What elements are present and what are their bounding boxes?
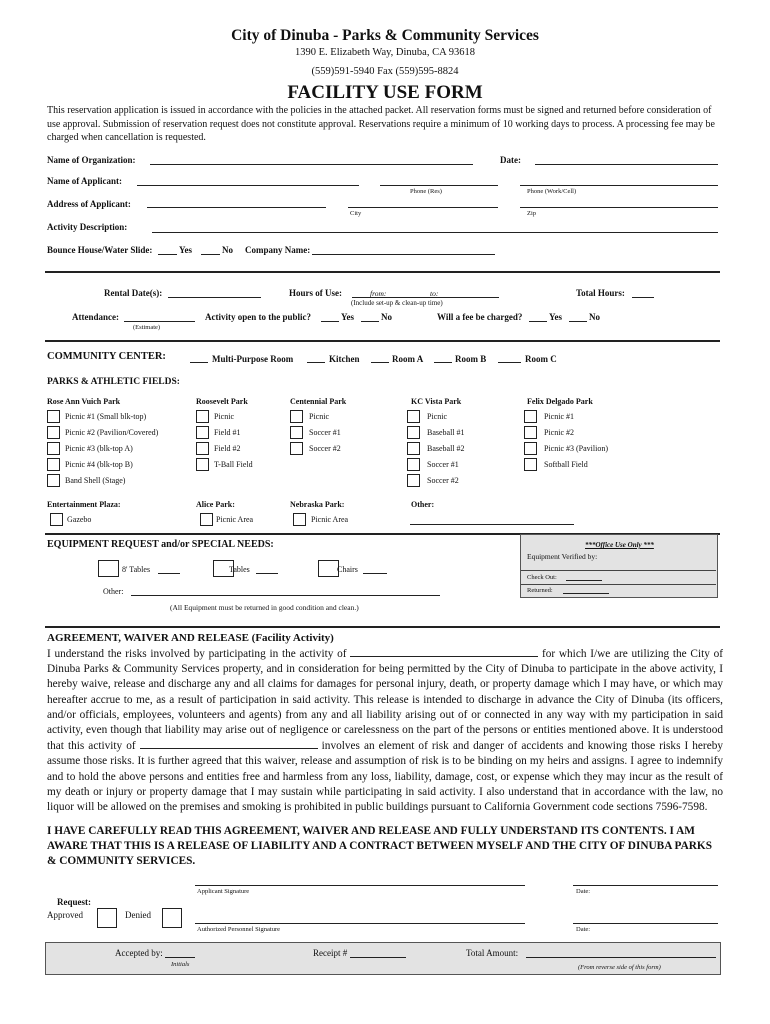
- receipt-label: Receipt #: [313, 948, 348, 958]
- checkbox[interactable]: [407, 426, 420, 439]
- park-item: Picnic #4 (blk-top B): [65, 460, 133, 469]
- community-option-multipurpose: Multi-Purpose Room: [212, 354, 294, 364]
- checkbox[interactable]: [290, 410, 303, 423]
- community-option-kitchen: Kitchen: [329, 354, 360, 364]
- equipment-note: (All Equipment must be returned in good condition and clean.): [170, 603, 359, 612]
- denied-label: Denied: [125, 910, 151, 920]
- attendance-field[interactable]: [124, 321, 195, 322]
- agreement-text: involves an element of risk and danger of accidents and knowing those risks I hereby assume those risks. It is further agreed that this waiver, release and assumption of risk is to be binding on my heirs and assigns. I agree to indemnify and to hold the above persons and entities free and harmless from any loss, liability, damage, cost, or expense which they may incur as the result of my death or injury or property damage that I may sustain while participating in said activity. I also understand that in accordance with the law, no liquor will be allowed on the premises and smoking is prohibited in public buildings pursuant to California Government code sections 7596-7598.: [47, 740, 724, 814]
- park-item: Picnic #3 (blk-top A): [65, 444, 133, 453]
- park-item: Soccer #1: [309, 428, 341, 437]
- intro-paragraph: This reservation application is issued in accordance with the policies in the attached packet. All reservation forms must be signed and returned before consideration of use approval. Submission of reservation request does not constitute approval. Reservations require a minimum of 10 working days to process. A processing fee may be charged when cancellation is requested.: [47, 105, 715, 143]
- tables8-field[interactable]: [158, 573, 180, 574]
- date-field[interactable]: [535, 164, 718, 165]
- community-option-room-b: Room B: [455, 354, 487, 364]
- applicant-date-field[interactable]: [573, 885, 718, 886]
- office-use-title: ***Office Use Only ***: [585, 541, 654, 549]
- divider: [45, 626, 720, 628]
- zip-field[interactable]: [520, 207, 718, 208]
- checkbox[interactable]: [196, 442, 209, 455]
- chairs-box[interactable]: [318, 560, 339, 577]
- tables-field[interactable]: [256, 573, 278, 574]
- checkbox[interactable]: [200, 513, 213, 526]
- park-name-felix-delgado: Felix Delgado Park: [527, 397, 593, 406]
- applicant-signature-field[interactable]: [195, 885, 525, 886]
- receipt-field[interactable]: [350, 957, 406, 958]
- park-item: Baseball #1: [427, 428, 465, 437]
- public-no-label: No: [381, 312, 392, 322]
- equipment-other-field[interactable]: [131, 595, 440, 596]
- attendance-estimate: (Estimate): [133, 324, 161, 331]
- company-field[interactable]: [312, 254, 495, 255]
- zip-caption: Zip: [527, 210, 537, 217]
- chairs-label: Chairs: [337, 565, 358, 574]
- agreement-body: [47, 646, 723, 815]
- office-divider: [521, 584, 716, 585]
- park-item: Picnic: [214, 412, 234, 421]
- community-option-blank[interactable]: [371, 362, 389, 363]
- request-label: Request:: [57, 897, 91, 907]
- bounce-no-blank[interactable]: [201, 254, 220, 255]
- total-amount-label: Total Amount:: [466, 948, 519, 958]
- date-label: Date:: [500, 155, 521, 165]
- parks-label: PARKS & ATHLETIC FIELDS:: [47, 377, 180, 387]
- checkbox[interactable]: [196, 458, 209, 471]
- checkbox[interactable]: [293, 513, 306, 526]
- community-option-room-c: Room C: [525, 354, 557, 364]
- fee-no-blank[interactable]: [569, 321, 587, 322]
- fee-yes-blank[interactable]: [529, 321, 547, 322]
- initials-caption: Initials: [171, 961, 190, 968]
- agreement-text: I understand the risks involved by participating in the activity of: [47, 648, 347, 660]
- checkbox[interactable]: [407, 442, 420, 455]
- park-item: Field #2: [214, 444, 241, 453]
- park-name-alice: Alice Park:: [196, 500, 235, 509]
- community-option-blank[interactable]: [190, 362, 208, 363]
- park-name-kc-vista: KC Vista Park: [411, 397, 462, 406]
- community-option-blank[interactable]: [307, 362, 325, 363]
- park-item: Picnic #2 (Pavilion/Covered): [65, 428, 159, 437]
- tables-label: Tables: [229, 565, 250, 574]
- checkbox[interactable]: [407, 458, 420, 471]
- agreement-text: for which I/we are utilizing the City of Dinuba Parks & Community Services property, and in consideration for being permitted by the City of Dinuba to participate in the above activity, I hereby waive, release and discharge any and all claims for damages for personal injury, death, or property damage which I may have, or which may hereafter accrue to me, as a result of participation in said activity. This release is intended to discharge in advance the City of Dinuba (its officers, and/or officials, employees, volunteers and agents) from any and all liability arising out of or connected in any way with my participation in said activity, even though that liability may arise out of negligence or carelessness on the part of the persons or entities mentioned above. It is understood that this activity of: [47, 648, 724, 753]
- applicant-label: Name of Applicant:: [47, 176, 122, 186]
- authorized-signature-caption: Authorized Personnel Signature: [197, 926, 281, 933]
- park-item: Band Shell (Stage): [65, 476, 126, 485]
- park-item: Picnic #2: [544, 428, 574, 437]
- bounce-label: Bounce House/Water Slide:: [47, 245, 153, 255]
- applicant-date-caption: Date:: [576, 888, 591, 895]
- organization-title: City of Dinuba - Parks & Community Services: [231, 27, 539, 44]
- accepted-field[interactable]: [165, 957, 195, 958]
- park-item: Picnic #3 (Pavilion): [544, 444, 608, 453]
- address-label: Address of Applicant:: [47, 199, 131, 209]
- divider: [45, 271, 720, 273]
- equipment-other-label: Other:: [103, 587, 124, 596]
- form-title: FACILITY USE FORM: [287, 82, 483, 103]
- park-item: Soccer #2: [427, 476, 459, 485]
- checkbox[interactable]: [407, 474, 420, 487]
- park-name-entertainment: Entertainment Plaza:: [47, 500, 121, 509]
- checkbox[interactable]: [47, 442, 60, 455]
- tables8-label: 8' Tables: [122, 565, 151, 574]
- activity-label: Activity Description:: [47, 222, 128, 232]
- checkbox[interactable]: [290, 426, 303, 439]
- fee-yes-label: Yes: [549, 312, 562, 322]
- community-option-blank[interactable]: [498, 362, 521, 363]
- city-caption: City: [350, 210, 362, 217]
- address-field[interactable]: [147, 207, 326, 208]
- fee-no-label: No: [589, 312, 600, 322]
- applicant-name-field[interactable]: [137, 185, 359, 186]
- office-verified: Equipment Verified by:: [527, 552, 598, 561]
- authorized-signature-field[interactable]: [195, 923, 525, 924]
- divider: [45, 340, 720, 342]
- rental-dates-label: Rental Date(s):: [104, 288, 163, 298]
- tables8-box[interactable]: [98, 560, 119, 577]
- activity-field[interactable]: [152, 232, 718, 233]
- park-item: Baseball #2: [427, 444, 465, 453]
- public-yes-label: Yes: [341, 312, 354, 322]
- other-park-label: Other:: [411, 500, 435, 509]
- park-item: Picnic Area: [311, 515, 349, 524]
- office-checkout-field[interactable]: [566, 580, 602, 581]
- public-label: Activity open to the public?: [205, 312, 312, 322]
- public-yes-blank[interactable]: [321, 321, 339, 322]
- organization-field[interactable]: [150, 164, 473, 165]
- checkbox[interactable]: [290, 442, 303, 455]
- park-name-roosevelt: Roosevelt Park: [196, 397, 248, 406]
- checkbox[interactable]: [47, 458, 60, 471]
- hours-label: Hours of Use:: [289, 288, 342, 298]
- organization-address: 1390 E. Elizabeth Way, Dinuba, CA 93618: [295, 47, 475, 58]
- park-item: Picnic #1: [544, 412, 574, 421]
- park-item: Softball Field: [544, 460, 588, 469]
- community-option-room-a: Room A: [392, 354, 424, 364]
- checkbox[interactable]: [524, 458, 537, 471]
- authorized-date-field[interactable]: [573, 923, 718, 924]
- checkbox[interactable]: [524, 410, 537, 423]
- city-field[interactable]: [348, 207, 498, 208]
- checkbox[interactable]: [50, 513, 63, 526]
- attendance-label: Attendance:: [72, 312, 119, 322]
- total-hours-label: Total Hours:: [576, 288, 625, 298]
- bounce-yes-label: Yes: [179, 245, 192, 255]
- office-divider: [521, 570, 716, 571]
- applicant-signature-caption: Applicant Signature: [197, 888, 250, 895]
- hours-to: to:: [430, 289, 439, 298]
- accepted-label: Accepted by:: [115, 948, 163, 958]
- checkbox[interactable]: [47, 474, 60, 487]
- park-item: Picnic #1 (Small blk-top): [65, 412, 147, 421]
- park-item: Gazebo: [67, 515, 92, 524]
- rental-dates-field[interactable]: [168, 297, 261, 298]
- agreement-title: AGREEMENT, WAIVER AND RELEASE (Facility Activity): [47, 632, 334, 644]
- agreement-acknowledgement: I HAVE CAREFULLY READ THIS AGREEMENT, WAIVER AND RELEASE AND FULLY UNDERSTAND ITS CONTENTS. I AM AWARE THAT THIS IS A RELEASE OF LIABILITY AND A CONTRACT BETWEEN MYSELF AND THE CITY OF DINUBA PARKS & COMMUNITY SERVICES.: [47, 825, 713, 868]
- community-center-label: COMMUNITY CENTER:: [47, 351, 166, 362]
- checkbox[interactable]: [47, 410, 60, 423]
- checkbox[interactable]: [524, 442, 537, 455]
- chairs-field[interactable]: [363, 573, 387, 574]
- checkbox[interactable]: [196, 426, 209, 439]
- phone-work-field[interactable]: [520, 185, 718, 186]
- community-option-blank[interactable]: [434, 362, 452, 363]
- checkbox[interactable]: [196, 410, 209, 423]
- checkbox[interactable]: [524, 426, 537, 439]
- park-item: Picnic: [309, 412, 329, 421]
- total-amount-field[interactable]: [526, 957, 716, 958]
- park-item: Field #1: [214, 428, 241, 437]
- fee-label: Will a fee be charged?: [437, 312, 523, 322]
- bounce-yes-blank[interactable]: [158, 254, 177, 255]
- reverse-side-caption: (From reverse side of this form): [578, 964, 661, 971]
- phone-work-caption: Phone (Work/Cell): [527, 188, 577, 195]
- park-name-rose-ann: Rose Ann Vuich Park: [47, 397, 121, 406]
- park-name-centennial: Centennial Park: [290, 397, 347, 406]
- approved-box[interactable]: [97, 908, 117, 928]
- checkbox[interactable]: [407, 410, 420, 423]
- park-item: Soccer #2: [309, 444, 341, 453]
- hours-from: from:: [370, 289, 387, 298]
- park-name-nebraska: Nebraska Park:: [290, 500, 345, 509]
- office-returned-field[interactable]: [563, 593, 609, 594]
- office-returned: Returned:: [527, 587, 553, 594]
- activity-blank-2[interactable]: [140, 738, 318, 749]
- phone-res-caption: Phone (Res): [410, 188, 442, 195]
- office-checkout: Check Out:: [527, 574, 557, 581]
- park-item: T-Ball Field: [214, 460, 253, 469]
- company-label: Company Name:: [245, 245, 311, 255]
- equipment-label: EQUIPMENT REQUEST and/or SPECIAL NEEDS:: [47, 539, 274, 550]
- park-item: Picnic: [427, 412, 447, 421]
- authorized-date-caption: Date:: [576, 926, 591, 933]
- denied-box[interactable]: [162, 908, 182, 928]
- park-item: Picnic Area: [216, 515, 254, 524]
- public-no-blank[interactable]: [361, 321, 379, 322]
- organization-phone: (559)591-5940 Fax (559)595-8824: [311, 66, 459, 77]
- bounce-no-label: No: [222, 245, 233, 255]
- other-park-field[interactable]: [410, 524, 574, 525]
- activity-blank-1[interactable]: [350, 646, 538, 657]
- total-hours-field[interactable]: [632, 297, 654, 298]
- approved-label: Approved: [47, 910, 83, 920]
- hours-note: (Include set-up & clean-up time): [351, 299, 443, 307]
- organization-label: Name of Organization:: [47, 155, 136, 165]
- phone-res-field[interactable]: [380, 185, 498, 186]
- checkbox[interactable]: [47, 426, 60, 439]
- park-item: Soccer #1: [427, 460, 459, 469]
